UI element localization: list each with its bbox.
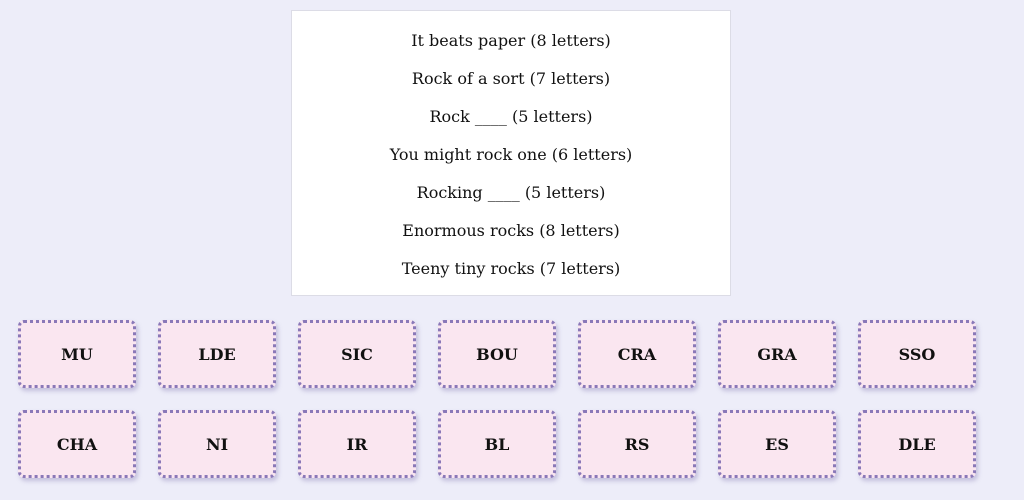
clue: Rock ____ (5 letters) xyxy=(429,107,593,126)
letter-tile[interactable]: NI xyxy=(158,410,276,478)
letter-tile[interactable]: LDE xyxy=(158,320,276,388)
letter-tile[interactable]: CRA xyxy=(578,320,696,388)
letter-tiles xyxy=(18,320,998,500)
letter-tile[interactable]: ES xyxy=(718,410,836,478)
clue: You might rock one (6 letters) xyxy=(389,145,633,164)
letter-tile[interactable]: SSO xyxy=(858,320,976,388)
clue: It beats paper (8 letters) xyxy=(411,31,611,50)
letter-tile[interactable]: IR xyxy=(298,410,416,478)
letter-tile[interactable]: RS xyxy=(578,410,696,478)
tile-row xyxy=(18,410,998,478)
clue: Teeny tiny rocks (7 letters) xyxy=(401,259,621,278)
letter-tile[interactable]: BOU xyxy=(438,320,556,388)
clue-panel xyxy=(291,10,731,296)
clue: Enormous rocks (8 letters) xyxy=(402,221,620,240)
tile-row xyxy=(18,320,998,388)
letter-tile[interactable]: DLE xyxy=(858,410,976,478)
clue: Rock of a sort (7 letters) xyxy=(411,69,611,88)
letter-tile[interactable]: CHA xyxy=(18,410,136,478)
letter-tile[interactable]: BL xyxy=(438,410,556,478)
letter-tile[interactable]: GRA xyxy=(718,320,836,388)
clue: Rocking ____ (5 letters) xyxy=(416,183,606,202)
letter-tile[interactable]: SIC xyxy=(298,320,416,388)
letter-tile[interactable]: MU xyxy=(18,320,136,388)
